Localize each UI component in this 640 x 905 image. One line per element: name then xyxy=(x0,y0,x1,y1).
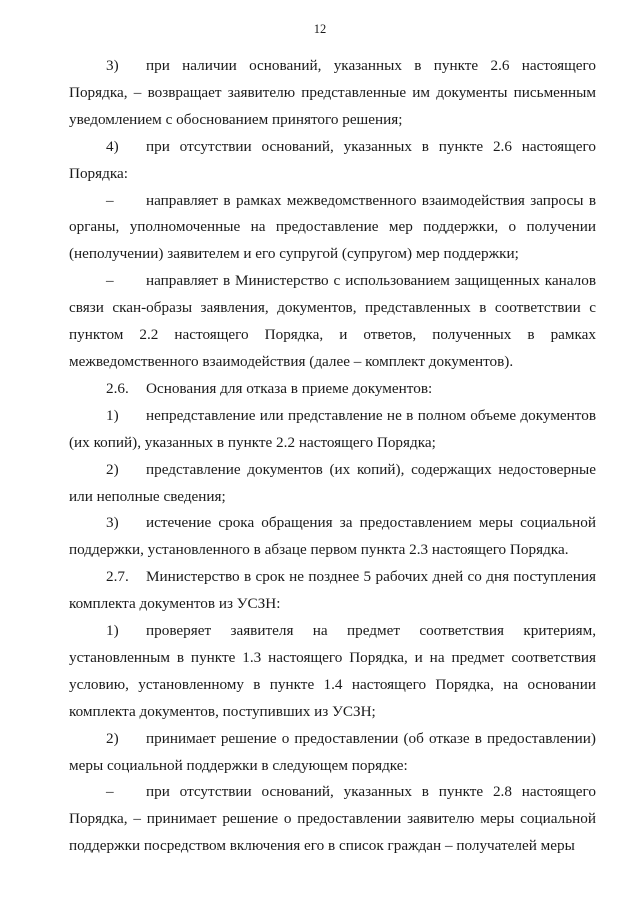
paragraph-text: Министерство в срок не позднее 5 рабочих дней со дня поступления комплекта документов из УСЗН: xyxy=(69,568,596,613)
section-number: 2.6. xyxy=(106,379,129,397)
paragraph-item-4 xyxy=(69,134,596,188)
paragraph-text: представление документов (их копий), содержащих недостоверные или неполные сведения; xyxy=(69,460,596,505)
paragraph-text: направляет в Министерство с использованием защищенных каналов связи скан-образы заявления, документов, представленных в соответствии с пунктом 2.2 настоящего Порядка, и ответов, полученных в рамках межведомственного взаимодействия (далее – комплект документов). xyxy=(69,272,596,370)
section-number: 2.7. xyxy=(106,568,129,586)
paragraph-text: принимает решение о предоставлении (об отказе в предоставлении) меры социальной поддержки в следующем порядке: xyxy=(69,729,596,774)
paragraph-marker: – xyxy=(106,272,114,290)
document-body xyxy=(69,53,596,860)
section-2-7 xyxy=(69,564,596,618)
paragraph-marker: 3) xyxy=(106,57,119,74)
paragraph-marker: 3) xyxy=(106,514,119,532)
paragraph-marker: – xyxy=(106,191,114,209)
paragraph-dash-requests xyxy=(69,188,596,269)
section-2-6 xyxy=(69,376,596,403)
paragraph-text: Основания для отказа в приеме документов: xyxy=(146,379,433,397)
paragraph-dash-decision xyxy=(69,779,596,860)
paragraph-item-2-decision xyxy=(69,726,596,780)
paragraph-marker: 2) xyxy=(106,729,119,747)
paragraph-text: истечение срока обращения за предоставлением меры социальной поддержки, установленного в абзаце первом пункта 2.3 настоящего Порядка. xyxy=(69,514,596,559)
paragraph-item-3 xyxy=(69,53,596,134)
paragraph-text: непредставление или представление не в полном объеме документов (их копий), указанных в пункте 2.2 настоящего Порядка; xyxy=(69,406,596,451)
paragraph-item-3-deadline xyxy=(69,510,596,564)
paragraph-text: направляет в рамках межведомственного взаимодействия запросы в органы, уполномоченные на предоставление мер поддержки, о получении (неполучении) заявителем и его супругой (супругом) мер поддержки; xyxy=(69,191,596,263)
paragraph-marker: 1) xyxy=(106,622,119,640)
paragraph-item-2 xyxy=(69,457,596,511)
paragraph-text: при отсутствии оснований, указанных в пункте 2.6 настоящего Порядка: xyxy=(69,137,596,182)
paragraph-marker: 1) xyxy=(106,406,119,424)
page-number: 12 xyxy=(313,22,327,36)
paragraph-dash-ministry xyxy=(69,268,596,376)
paragraph-marker: 4) xyxy=(106,137,119,155)
paragraph-text: проверяет заявителя на предмет соответствия критериям, установленным в пункте 1.3 настоящего Порядка, и на предмет соответствия условию, установленному в пункте 1.4 настоящего Порядка, на основании комплекта документов, поступивших из УСЗН; xyxy=(69,622,596,720)
paragraph-marker: – xyxy=(106,783,114,801)
paragraph-text: при наличии оснований, указанных в пункте 2.6 настоящего Порядка, – возвращает заявителю представленные им документы письменным уведомлением с обоснованием принятого решения; xyxy=(69,57,596,128)
paragraph-item-1 xyxy=(69,403,596,457)
paragraph-marker: 2) xyxy=(106,460,119,478)
paragraph-item-1-check xyxy=(69,618,596,726)
paragraph-text: при отсутствии оснований, указанных в пункте 2.8 настоящего Порядка, – принимает решение о предоставлении заявителю меры социальной поддержки посредством включения его в список граждан – получателей меры xyxy=(69,783,596,855)
